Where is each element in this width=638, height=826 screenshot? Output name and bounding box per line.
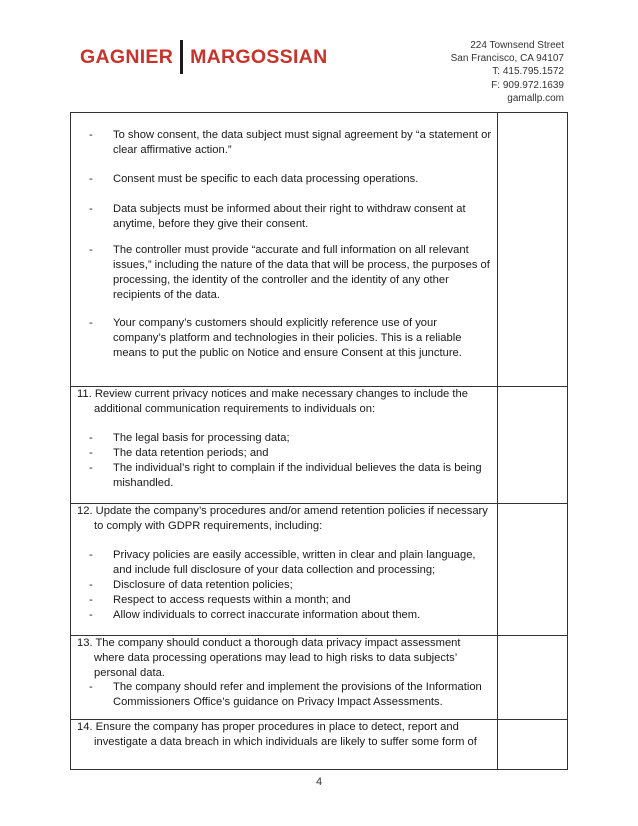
bullet-marker: -	[89, 549, 93, 561]
page-number: 4	[315, 776, 323, 788]
bullet-marker: -	[89, 609, 93, 621]
list-item: Allow individuals to correct inaccurate information about them.	[113, 609, 421, 621]
checklist-table	[70, 112, 568, 770]
column-divider	[497, 504, 498, 635]
table-row	[71, 504, 567, 636]
table-row	[71, 720, 567, 769]
bullet-marker: -	[89, 244, 93, 256]
list-item: The individual’s right to complain if the individual believes the data is being mishandled.	[113, 462, 482, 489]
list-item: The controller must provide “accurate and full information on all relevant issues,” including the nature of the data that will be process, the purposes of processing, the identity of the controller and the identity of any other recipients of the data.	[113, 244, 490, 301]
logo-divider	[180, 40, 183, 74]
list-item: Your company’s customers should explicitly reference use of your company’s platform and technologies in their policies. This is a reliable means to put the public on Notice and ensure Consent at this juncture.	[113, 317, 462, 359]
bullet-marker: -	[89, 317, 93, 329]
bullet-marker: -	[89, 594, 93, 606]
checklist-heading-12: 12. Update the company’s procedures and/or amend retention policies if necessary to comply with GDPR requirements, including:	[77, 505, 488, 532]
column-divider	[497, 113, 498, 386]
logo-right-text: MARGOSSIAN	[190, 45, 328, 68]
address-street: 224 Townsend Street	[470, 40, 564, 51]
bullet-marker: -	[89, 129, 93, 141]
bullet-marker: -	[89, 432, 93, 444]
list-item: Consent must be specific to each data processing operations.	[113, 173, 419, 185]
table-row	[71, 113, 567, 387]
address-website: gamallp.com	[507, 92, 564, 104]
list-item: To show consent, the data subject must signal agreement by “a statement or clear affirmative action.”	[113, 129, 492, 156]
bullet-marker: -	[89, 173, 93, 185]
list-item: Data subjects must be informed about their right to withdraw consent at anytime, before they give their consent.	[113, 203, 466, 230]
bullet-marker: -	[89, 203, 93, 215]
bullet-marker: -	[89, 447, 93, 459]
address-city: San Francisco, CA 94107	[450, 53, 564, 65]
checklist-heading-11: 11. Review current privacy notices and make necessary changes to include the additional communication requirements to individuals on:	[77, 388, 468, 415]
column-divider	[497, 387, 498, 503]
firm-logo	[80, 40, 327, 74]
table-row	[71, 387, 567, 504]
list-item: The data retention periods; and	[113, 447, 269, 459]
bullet-marker: -	[89, 462, 93, 474]
column-divider	[497, 720, 498, 769]
list-item: Privacy policies are easily accessible, written in clear and plain language, and include full disclosure of your data collection and processing;	[113, 549, 476, 576]
logo-left-text: GAGNIER	[80, 45, 174, 68]
bullet-marker: -	[89, 579, 93, 591]
checklist-heading-13: 13. The company should conduct a thorough data privacy impact assessment where data processing operations may lead to high risks to data subjects’ personal data.	[77, 637, 461, 679]
list-item: Respect to access requests within a month; and	[113, 594, 351, 606]
column-divider	[497, 636, 498, 719]
bullet-marker: -	[89, 681, 93, 693]
letterhead	[0, 0, 638, 110]
firm-address-block	[451, 39, 564, 105]
address-phone: T: 415.795.1572	[492, 66, 564, 78]
table-row	[71, 636, 567, 720]
list-item: The legal basis for processing data;	[113, 432, 290, 444]
checklist-heading-14: 14. Ensure the company has proper procedures in place to detect, report and investigate a data breach in which individuals are likely to suffer some form of	[77, 721, 477, 748]
address-fax: F: 909.972.1639	[491, 79, 564, 91]
list-item: The company should refer and implement the provisions of the Information Commissioners Office’s guidance on Privacy Impact Assessments.	[113, 681, 482, 708]
list-item: Disclosure of data retention policies;	[113, 579, 293, 591]
